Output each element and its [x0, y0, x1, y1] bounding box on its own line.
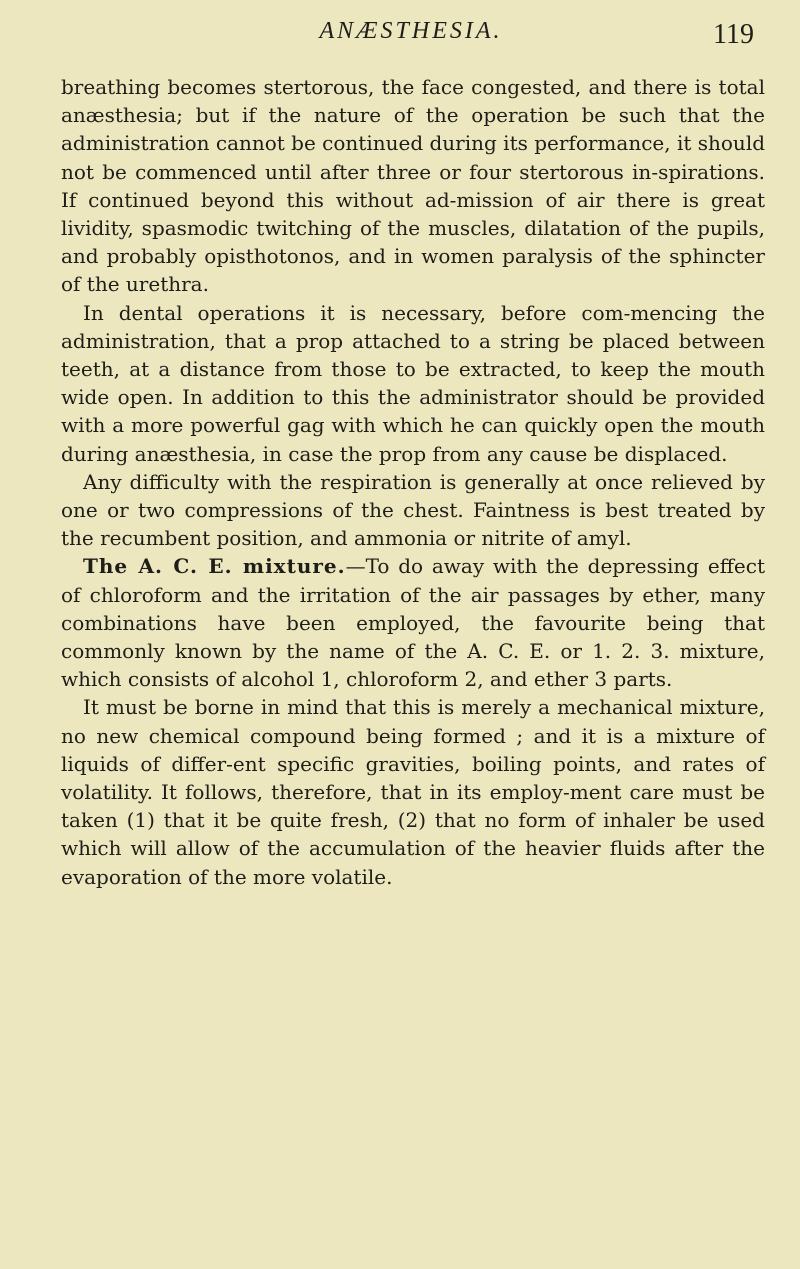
running-head: ANÆSTHESIA.	[319, 18, 503, 44]
paragraph-3: Any difficulty with the respiration is generally at once relieved by one or two compressions of the chest. Faintness is best treated by the recumbent position, and ammonia or nitrite of amyl.	[61, 469, 765, 551]
paragraph-5: It must be borne in mind that this is merely a mechanical mixture, no new chemical compound being formed ; and it is a mixture of liquids of differ-ent specific gravities, boiling points, and rates of volatility. It follows, therefore, that in its employ-ment care must be taken (1) that it be quite fresh, (2) that no form of inhaler be used which will allow of the accumulation of the heavier fluids after the evaporation of the more volatile.	[61, 695, 765, 889]
section-heading: The A. C. E. mixture.	[83, 554, 346, 579]
paragraph-4	[61, 552, 765, 693]
paragraph-2: In dental operations it is necessary, before com-mencing the administration, that a prop attached to a string be placed between teeth, at a distance from those to be extracted, to keep the mouth wide open. In addition to this the administrator should be provided with a more powerful gag with which he can quickly open the mouth during anæsthesia, in case the prop from any cause be displaced.	[61, 300, 765, 466]
page-number: 119	[713, 19, 754, 50]
body-text	[61, 73, 765, 891]
paragraph-1: breathing becomes stertorous, the face congested, and there is total anæsthesia; but if the nature of the operation be such that the administration cannot be continued during its performance, it should not be commenced until after three or four stertorous in-spirations. If continued beyond this without ad-mission of air there is great lividity, spasmodic twitching of the muscles, dilatation of the pupils, and probably opisthotonos, and in women paralysis of the sphincter of the urethra.	[61, 75, 766, 297]
page-header	[66, 18, 756, 54]
paragraph-4-text: —To do away with the depressing effect of chloroform and the irritation of the air passages by ether, many combinations have been employed, the favourite being that commonly known by the name of the A. C. E. or 1. 2. 3. mixture, which consists of alcohol 1, chloroform 2, and ether 3 parts.	[61, 554, 765, 692]
